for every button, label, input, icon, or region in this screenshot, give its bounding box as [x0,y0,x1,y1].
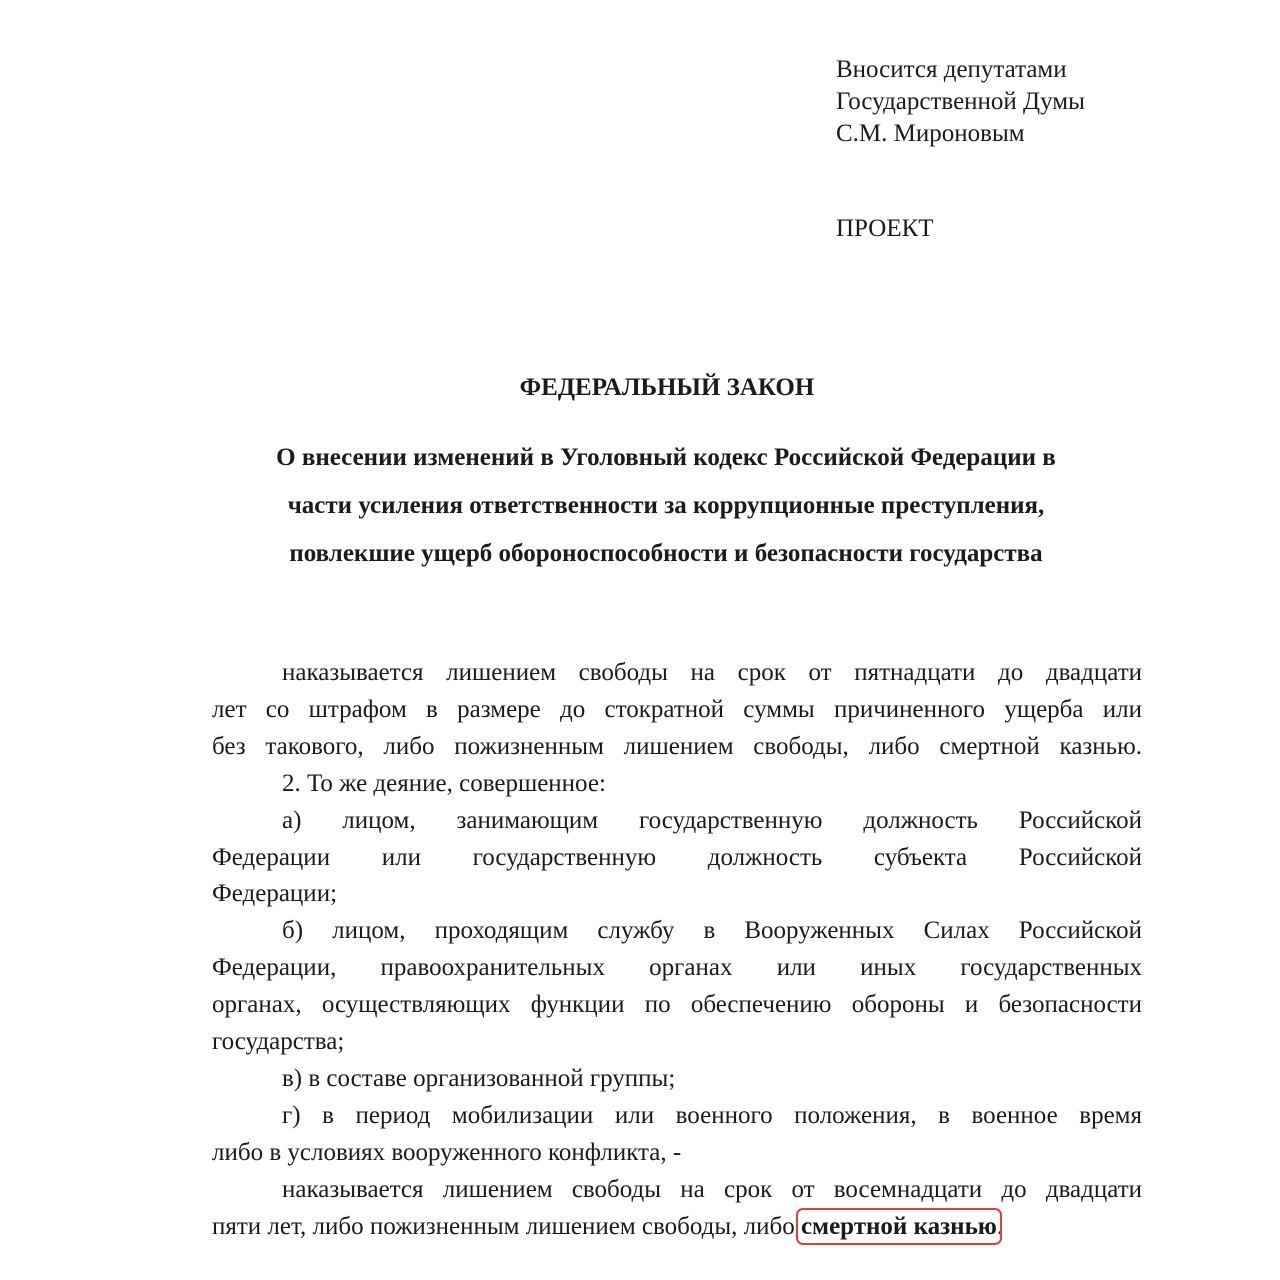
attribution-line-2: Государственной Думы [836,88,1085,115]
item-a-line: а) лицом, занимающим государственную должность Российской [282,806,1142,834]
penalty-line-final [212,1209,1142,1246]
body-line: наказывается лишением свободы на срок от пятнадцати до двадцати [282,659,1142,686]
item-g-line: г) в период мобилизации или военного положения, в военное время [282,1101,1142,1129]
attribution-block [836,54,1085,150]
attribution-line-3: С.М. Мироновым [836,120,1025,147]
item-v-line: в) в составе организованной группы; [282,1064,676,1092]
penalty-line-prefix: пяти лет, либо пожизненным лишением свободы, либо [212,1212,801,1240]
item-b-line: государства; [212,1028,345,1056]
death-penalty-highlight: смертной казнью [800,1212,997,1240]
law-title: ФЕДЕРАЛЬНЫЙ ЗАКОН [519,374,815,401]
body-line: лет со штрафом в размере до стократной суммы причиненного ущерба или [212,695,1142,723]
item-a-line: Федерации или государственную должность субъекта Российской [212,843,1142,871]
project-status-label: ПРОЕКТ [836,215,934,242]
subtitle-line-1: О внесении изменений в Уголовный кодекс Российской Федерации в [276,444,1056,471]
penalty-line-suffix: . [996,1212,1004,1240]
item-a-line: Федерации; [212,880,338,908]
subtitle-line-2: части усиления ответственности за коррупционные преступления, [287,492,1045,519]
law-subtitle [200,434,1132,578]
clause-2-intro: 2. То же деяние, совершенное: [282,769,606,797]
subtitle-line-3: повлекшие ущерб обороноспособности и безопасности государства [289,540,1043,567]
item-b-line: органах, осуществляющих функции по обеспечению обороны и безопасности [212,991,1142,1019]
item-b-line: б) лицом, проходящим службу в Вооруженных Силах Российской [282,917,1142,945]
penalty-line: наказывается лишением свободы на срок от восемнадцати до двадцати [282,1175,1142,1203]
item-g-line: либо в условиях вооруженного конфликта, - [212,1138,682,1166]
law-body [212,655,1142,1246]
attribution-line-1: Вносится депутатами [836,56,1067,83]
item-b-line: Федерации, правоохранительных органах или иных государственных [212,954,1142,982]
body-line: без такового, либо пожизненным лишением свободы, либо смертной казнью. [212,732,1142,760]
